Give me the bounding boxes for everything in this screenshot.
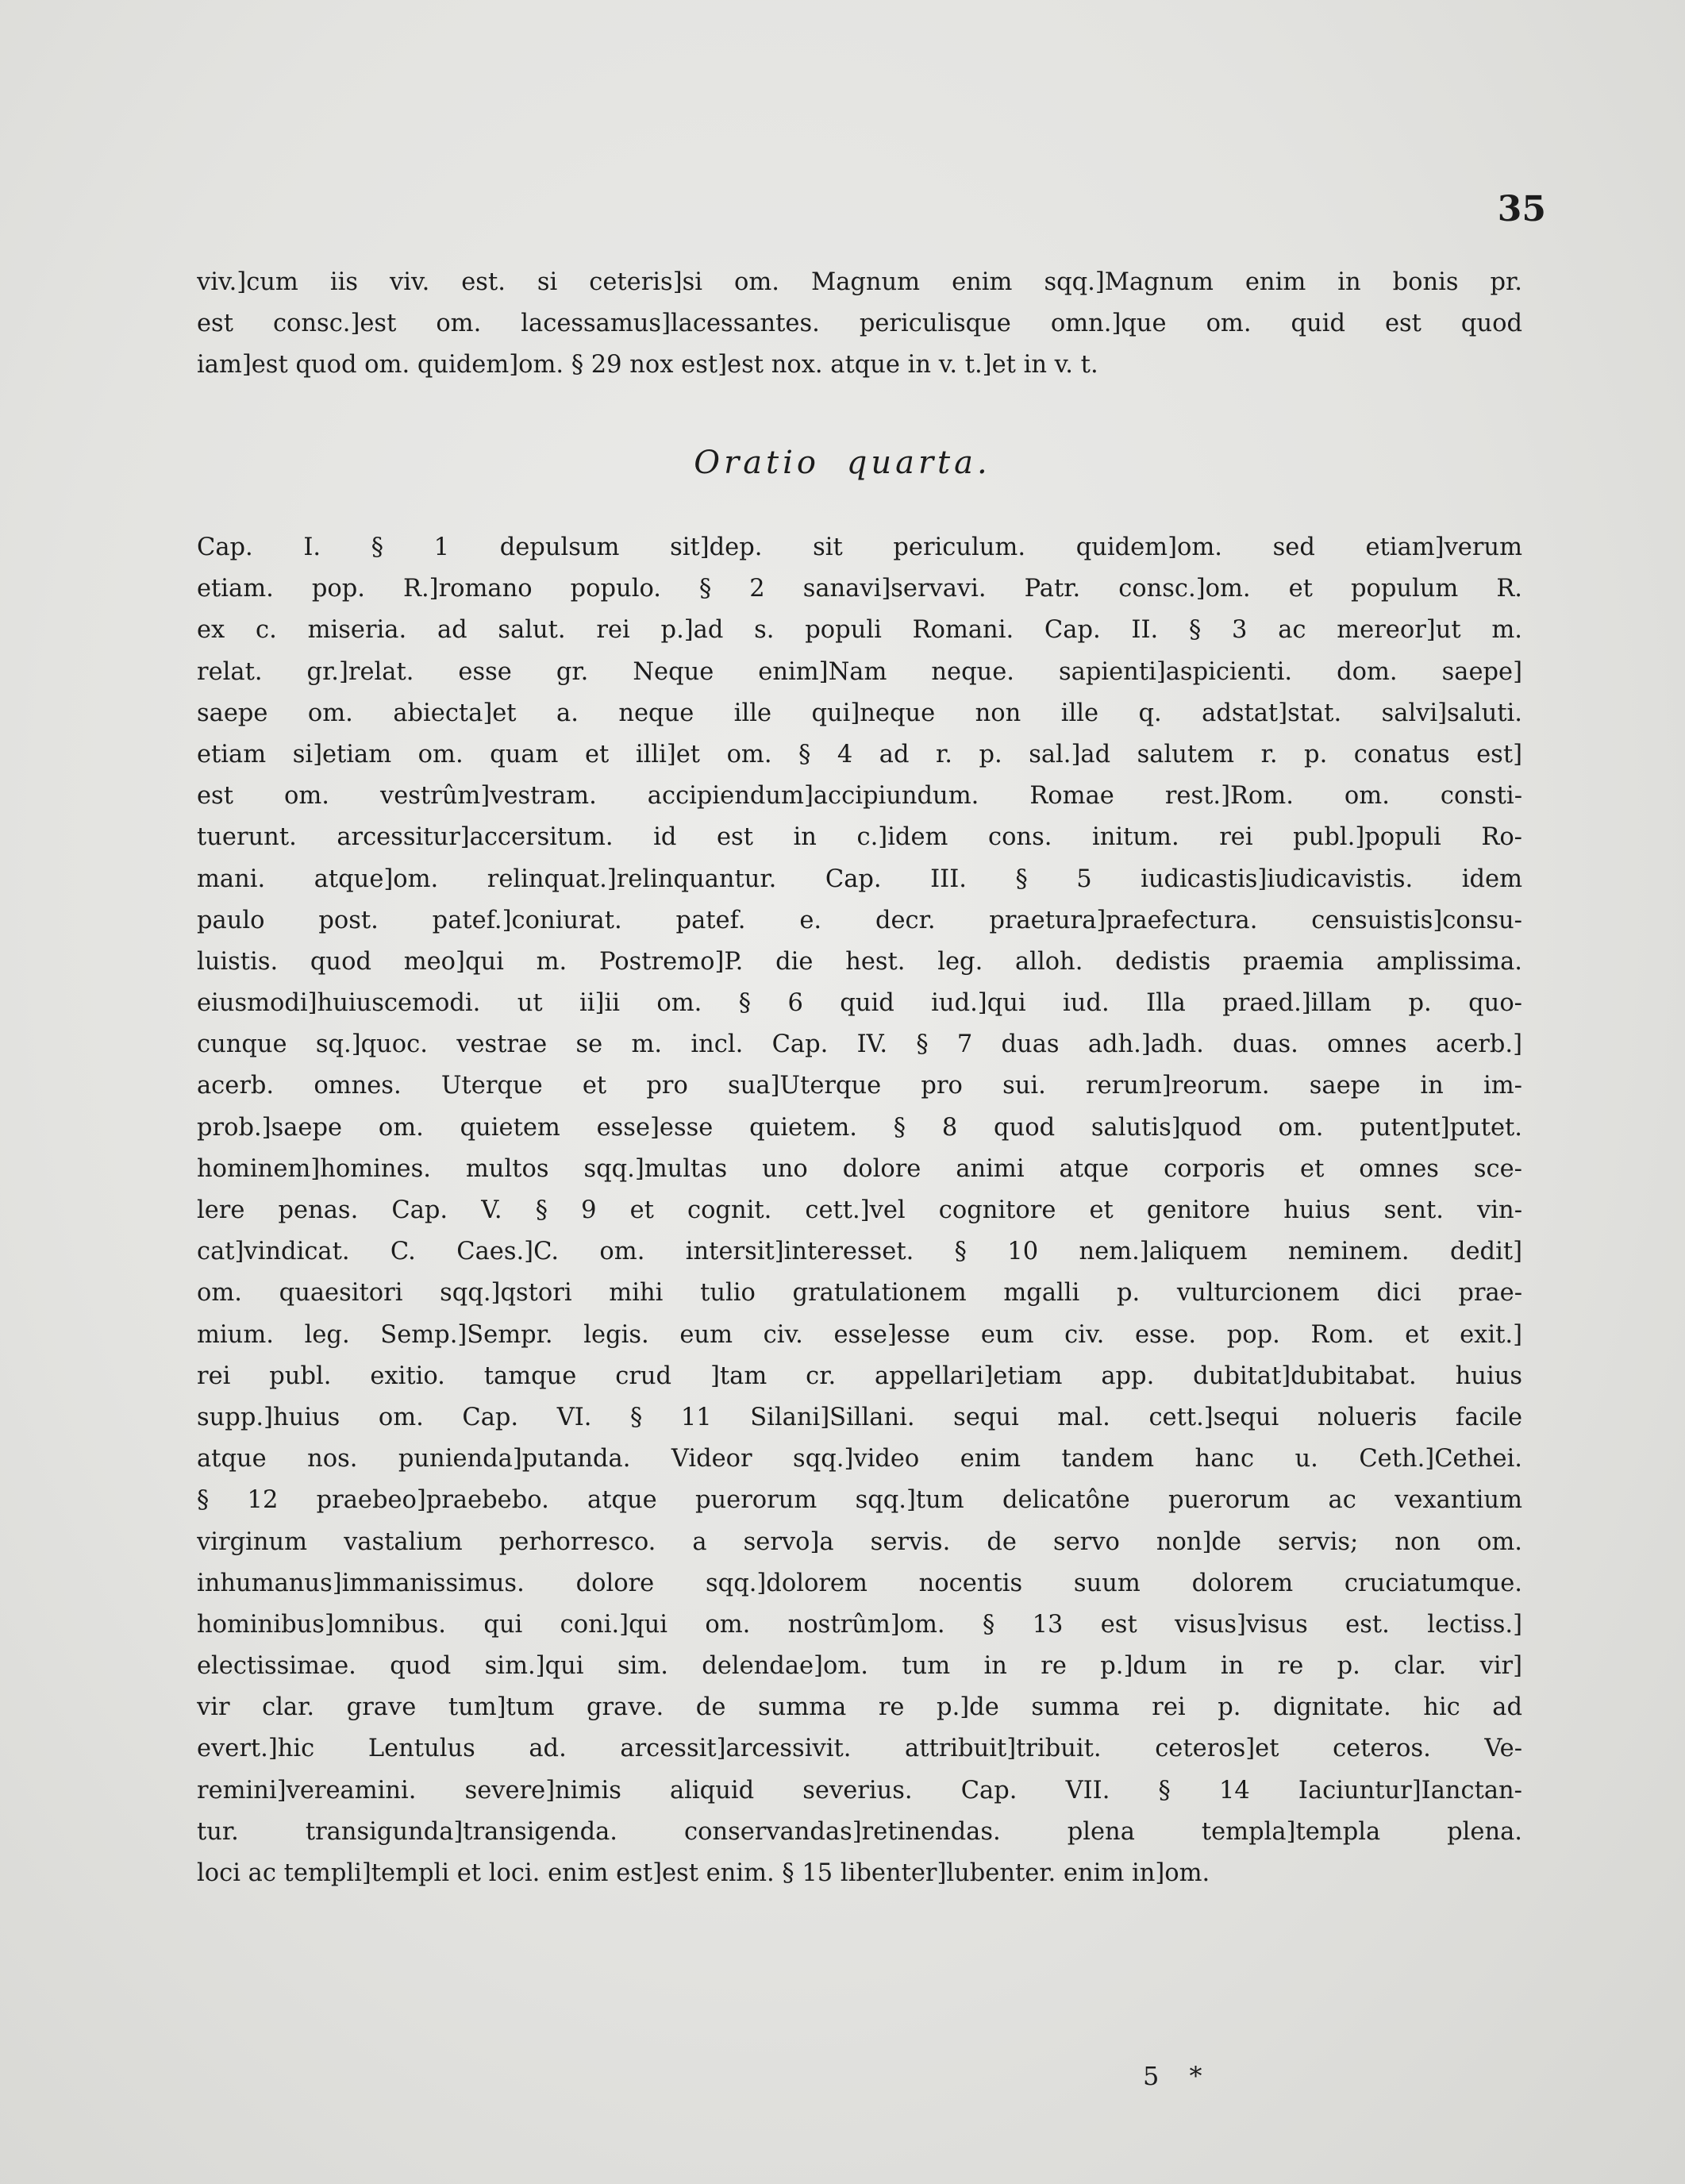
text-line: loci ac templi]templi et loci. enim est]est enim. § 15 libenter]lubenter. enim in]om. <box>197 1859 1210 1887</box>
text-line: saepe om. abiecta]et a. neque ille qui]neque non ille q. adstat]stat. salvi]saluti. <box>197 699 1522 727</box>
text-line: lere penas. Cap. V. § 9 et cognit. cett.]vel cognitore et genitore huius sent. vin- <box>197 1196 1522 1224</box>
oratio-quarta-notes <box>197 527 1522 1894</box>
text-line: Cap. I. § 1 depulsum sit]dep. sit periculum. quidem]om. sed etiam]verum <box>197 533 1522 561</box>
text-line: rei publ. exitio. tamque crud ]tam cr. appellari]etiam app. dubitat]dubitabat. huius <box>197 1362 1522 1390</box>
page-number: 35 <box>1497 189 1546 229</box>
text-line: vir clar. grave tum]tum grave. de summa re p.]de summa rei p. dignitate. hic ad <box>197 1693 1522 1722</box>
text-line: eiusmodi]huiuscemodi. ut ii]ii om. § 6 quid iud.]qui iud. Illa praed.]illam p. quo- <box>197 989 1522 1018</box>
text-line: viv.]cum iis viv. est. si ceteris]si om. Magnum enim sqq.]Magnum enim in bonis pr. <box>197 268 1522 296</box>
text-line: est consc.]est om. lacessamus]lacessantes. periculisque omn.]que om. quid est quod <box>197 310 1522 338</box>
text-line: acerb. omnes. Uterque et pro sua]Uterque pro sui. rerum]reorum. saepe in im- <box>197 1072 1522 1100</box>
text-line: ex c. miseria. ad salut. rei p.]ad s. populi Romani. Cap. II. § 3 ac mereor]ut m. <box>197 616 1522 645</box>
text-line: mium. leg. Semp.]Sempr. legis. eum civ. esse]esse eum civ. esse. pop. Rom. et exit.] <box>197 1320 1522 1349</box>
text-line: est om. vestrûm]vestram. accipiendum]accipiundum. Romae rest.]Rom. om. consti- <box>197 782 1522 811</box>
text-line: atque nos. punienda]putanda. Videor sqq.]video enim tandem hanc u. Ceth.]Cethei. <box>197 1445 1522 1473</box>
text-line: evert.]hic Lentulus ad. arcessit]arcessivit. attribuit]tribuit. ceteros]et ceteros. Ve- <box>197 1735 1522 1763</box>
text-line: relat. gr.]relat. esse gr. Neque enim]Nam neque. sapienti]aspicienti. dom. saepe] <box>197 657 1522 686</box>
text-line: etiam si]etiam om. quam et illi]et om. § 4 ad r. p. sal.]ad salutem r. p. conatus est] <box>197 740 1522 768</box>
text-line: luistis. quod meo]qui m. Postremo]P. die hest. leg. alloh. dedistis praemia amplissima. <box>197 947 1522 976</box>
text-line: om. quaesitori sqq.]qstori mihi tulio gratulationem mgalli p. vulturcionem dici prae- <box>197 1279 1522 1308</box>
text-line: virginum vastalium perhorresco. a servo]a servis. de servo non]de servis; non om. <box>197 1527 1522 1556</box>
text-line: hominibus]omnibus. qui coni.]qui om. nostrûm]om. § 13 est visus]visus est. lectiss.] <box>197 1610 1522 1639</box>
text-line: mani. atque]om. relinquat.]relinquantur. Cap. III. § 5 iudicastis]iudicavistis. idem <box>197 865 1522 893</box>
text-line: paulo post. patef.]coniurat. patef. e. decr. praetura]praefectura. censuistis]consu- <box>197 906 1522 934</box>
continued-notes <box>197 262 1522 387</box>
text-line: cunque sq.]quoc. vestrae se m. incl. Cap. IV. § 7 duas adh.]adh. duas. omnes acerb.] <box>197 1030 1522 1059</box>
text-line: § 12 praebeo]praebebo. atque puerorum sqq.]tum delicatône puerorum ac vexantium <box>197 1486 1522 1515</box>
text-line: hominem]homines. multos sqq.]multas uno dolore animi atque corporis et omnes sce- <box>197 1154 1522 1183</box>
section-heading: Oratio quarta. <box>694 445 991 481</box>
text-line: tur. transigunda]transigenda. conservandas]retinendas. plena templa]templa plena. <box>197 1817 1522 1846</box>
text-line: supp.]huius om. Cap. VI. § 11 Silani]Sillani. sequi mal. cett.]sequi nolueris facile <box>197 1403 1522 1431</box>
text-line: inhumanus]immanissimus. dolore sqq.]dolorem nocentis suum dolorem cruciatumque. <box>197 1569 1522 1597</box>
text-line: tuerunt. arcessitur]accersitum. id est in c.]idem cons. initum. rei publ.]populi Ro- <box>197 823 1522 852</box>
text-line: electissimae. quod sim.]qui sim. delendae]om. tum in re p.]dum in re p. clar. vir] <box>197 1652 1522 1681</box>
text-line: etiam. pop. R.]romano populo. § 2 sanavi]servavi. Patr. consc.]om. et populum R. <box>197 575 1522 603</box>
text-line: remini]vereamini. severe]nimis aliquid severius. Cap. VII. § 14 Iaciuntur]Ianctan- <box>197 1776 1522 1805</box>
text-line: prob.]saepe om. quietem esse]esse quietem. § 8 quod salutis]quod om. putent]putet. <box>197 1113 1522 1142</box>
text-line: cat]vindicat. C. Caes.]C. om. intersit]interesset. § 10 nem.]aliquem neminem. dedit] <box>197 1238 1522 1266</box>
signature-mark: 5 * <box>1143 2061 1214 2091</box>
text-line: iam]est quod om. quidem]om. § 29 nox est]est nox. atque in v. t.]et in v. t. <box>197 351 1098 379</box>
